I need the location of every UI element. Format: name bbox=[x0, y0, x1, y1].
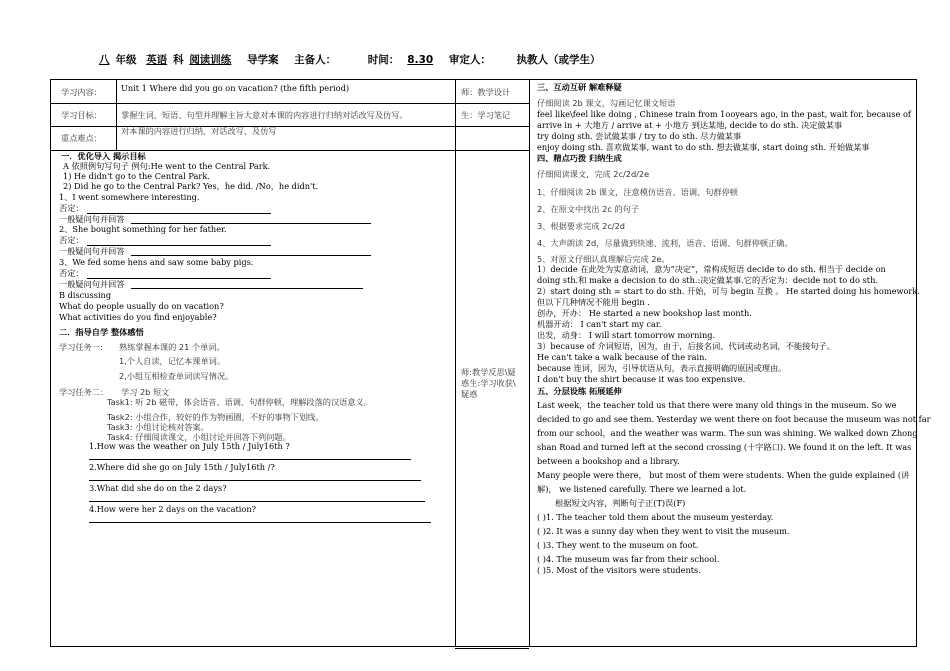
s1-line: 2) Did he go to the Central Park? Yes，he did. /No，he didn't. bbox=[63, 181, 319, 191]
s1-line: What do people usually do on vacation? bbox=[59, 301, 224, 311]
s4-note: 创办，开办： He started a new bookshop last month. bbox=[537, 308, 752, 318]
s4-step: 5、对原文仔细认真理解后完成 2e。 bbox=[537, 254, 670, 264]
s1-line: 一般疑问句并回答 bbox=[59, 246, 125, 256]
passage-line: decided to go and see them. Yesterday we went there on foot because the museum was not far bbox=[537, 414, 931, 424]
content-label: 学习内容： bbox=[61, 87, 102, 97]
s4-intro: 仔细阅读课文，完成 2c/2d/2e bbox=[537, 169, 650, 179]
s4-step: 3、根据要求完成 2c/2d bbox=[537, 221, 625, 231]
task1-label: 学习任务一: bbox=[59, 342, 103, 352]
type-label: 导学案 bbox=[246, 54, 279, 66]
section-4-title: 四、精点巧拨 归纳生成 bbox=[537, 153, 622, 163]
tf-item: ( )2. It was a sunny day when they went to visit the museum. bbox=[537, 526, 790, 536]
question: 3.What did she do on the 2 days? bbox=[89, 483, 227, 493]
passage-line: Last week，the teacher told us that there were many old things in the museum. So we bbox=[537, 400, 897, 410]
s1-line: 3、We fed some hens and saw some baby pigs. bbox=[59, 257, 254, 267]
tf-item: ( )4. The museum was far from their school. bbox=[537, 554, 720, 564]
passage-line: Many people were there， but most of them were students. When the guide explained (讲 bbox=[537, 470, 910, 480]
s4-step: 2、在原文中找出 2c 的句子 bbox=[537, 204, 640, 214]
question: 4.How were her 2 days on the vacation? bbox=[89, 504, 256, 514]
reflect-line-1: 师:教学反思\疑 bbox=[461, 367, 516, 377]
subject-label: 科 bbox=[173, 54, 184, 66]
s1-line: 一般疑问句并回答 bbox=[59, 279, 125, 289]
goal-value: 掌握生词、短语、句型并理解主旨大意对本课的内容进行归纳对话改写及仿写。 bbox=[121, 110, 408, 120]
teacher-design: 师：教学设计 bbox=[461, 87, 511, 97]
s1-line: 一般疑问句并回答 bbox=[59, 214, 125, 224]
key-value: 对本课的内容进行归纳、对话改写、及仿写 bbox=[121, 126, 277, 136]
passage-line: 解)， we listened carefully. There we learned a lot. bbox=[537, 484, 747, 494]
s1-line: What activities do you find enjoyable? bbox=[59, 312, 217, 322]
task2-label: 学习任务二： bbox=[59, 387, 109, 397]
s3-intro: 仔细阅读 2b 课文，勾画记忆课文短语 bbox=[537, 98, 676, 108]
tf-item: ( )1. The teacher told them about the museum yesterday. bbox=[537, 512, 774, 522]
s4-note: 出发，动身： I will start tomorrow morning. bbox=[537, 330, 716, 340]
reflect-line-2: 惑生:学习收获\ bbox=[461, 378, 516, 388]
s1-line: 否定： bbox=[59, 235, 84, 245]
task1-line: 熟练掌握本课的 21 个单词。 bbox=[119, 342, 225, 352]
s4-note: 但以下几种情况不能用 begin . bbox=[537, 297, 650, 307]
section-3-title: 三、互动互研 解难释疑 bbox=[537, 82, 622, 92]
s4-step: 1、仔细阅读 2b 课文，注意模仿语音、语调、句群停顿 bbox=[537, 187, 738, 197]
task2-line: Task1: 听 2b 磁带，体会语音、语调、句群停顿，理解段落的汉语意义。 bbox=[107, 397, 372, 407]
time-value: 8.30 bbox=[407, 54, 434, 66]
s3-line: feel like\feel like doing , Chinese train from 1ooyears ago, in the past, wait for, because of bbox=[537, 109, 911, 119]
s4-step: 4、大声朗读 2d，尽量做到快速、流利，语音、语调、句群停顿正确。 bbox=[537, 238, 793, 248]
s3-line: try doing sth. 尝试做某事 / try to do sth. 尽力做某事 bbox=[537, 131, 742, 141]
goal-label: 学习目标： bbox=[61, 110, 102, 120]
s4-note: He can't take a walk because of the rain. bbox=[537, 352, 707, 362]
passage-line: shan Road and turned left at the second crossing (十字路口). We found it on the left. It was bbox=[537, 442, 912, 452]
time-label: 时间： bbox=[367, 54, 400, 66]
s4-note: doing sth.和 make a decision to do sth.:决定做某事.它的否定为：decide not to do sth. bbox=[537, 275, 878, 285]
task2-title: 学习 2b 短文 bbox=[121, 387, 170, 397]
s3-line: arrive in + 大地方 / arrive at + 小地方 到达某地, decide to do sth. 决定做某事 bbox=[537, 120, 843, 130]
section-2-title: 二．指导自学 整体感悟 bbox=[59, 327, 144, 337]
subject-value: 英语 bbox=[146, 54, 168, 66]
task1-line: 1,个人自读，记忆本课单词。 bbox=[119, 356, 226, 366]
question: 2.Where did she go on July 15th / July16th /? bbox=[89, 462, 275, 472]
tf-item: ( )5. Most of the visitors were students. bbox=[537, 565, 701, 575]
tf-item: ( )3. They went to the museum on foot. bbox=[537, 540, 699, 550]
grade-label: 年级 bbox=[115, 54, 137, 66]
grade-value: 八 bbox=[99, 54, 110, 66]
topic-value: 阅读训练 bbox=[189, 54, 232, 66]
tf-intro: 根据短文内容，判断句子正(T)误(F) bbox=[555, 498, 686, 508]
document-header bbox=[0, 52, 950, 67]
s1-line: 2、She bought something for her father. bbox=[59, 224, 227, 234]
worksheet-table bbox=[50, 79, 931, 647]
task1-line: 2,小组互相检查单词读写情况。 bbox=[119, 371, 234, 381]
s4-note: I don't buy the shirt because it was too expensive. bbox=[537, 374, 746, 384]
s3-line: enjoy doing sth. 喜欢做某事, want to do sth. 想去做某事, start doing sth. 开始做某事 bbox=[537, 142, 870, 152]
section-1-title: 一．优化导入 揭示目标 bbox=[61, 151, 146, 161]
key-label: 重点难点： bbox=[61, 133, 102, 143]
student-notes: 生：学习笔记 bbox=[461, 110, 511, 120]
s4-note: 机器开动： I can't start my car. bbox=[537, 319, 662, 329]
content-value: Unit 1 Where did you go on vacation? (the fifth period) bbox=[121, 83, 350, 93]
task2-line: Task4: 仔细阅读课文，小组讨论并回答下列问题。 bbox=[107, 432, 291, 442]
passage-line: between a bookshop and a library. bbox=[537, 456, 680, 466]
passage-line: from our school，and the weather was warm. The sun was shining. We walked down Zhong bbox=[537, 428, 918, 438]
s1-line: A 依照例句写句子 例句:He went to the Central Park. bbox=[63, 161, 271, 171]
section-5-title: 五、分层设练 拓展延伸 bbox=[537, 386, 622, 396]
s1-line: B discussing bbox=[59, 290, 112, 300]
reflect-line-3: 疑惑 bbox=[461, 389, 478, 399]
s1-line: 否定： bbox=[59, 268, 84, 278]
teacher-label: 执教人（或学生） bbox=[516, 54, 601, 66]
s1-line: 否定： bbox=[59, 203, 84, 213]
question: 1.How was the weather on July 15th / July16th ? bbox=[89, 441, 290, 451]
task2-line: Task2: 小组合作，较好的作为物画圈，不好的事物下划线。 bbox=[107, 412, 324, 422]
s4-note: 3）because of 介词短语，因为，由于，后接名词、代词或动名词，不能接句子。 bbox=[537, 341, 835, 351]
s4-note: because 连词，因为，引导状语从句，表示直接明确的原因或理由。 bbox=[537, 363, 787, 373]
s4-note: 1）decide 在此处为实意动词，意为“决定”，常构成短语 decide to do sth. 相当于 decide on bbox=[537, 264, 886, 274]
s1-line: 1、I went somewhere interesting. bbox=[59, 192, 200, 202]
reviewer-label: 审定人： bbox=[448, 54, 491, 66]
preparer-label: 主备人： bbox=[294, 54, 337, 66]
s4-note: 2）start doing sth = start to do sth. 开始，可与 begin 互换 。 He started doing his homework. bbox=[537, 286, 920, 296]
s1-line: 1) He didn't go to the Central Park. bbox=[63, 171, 210, 181]
task2-line: Task3: 小组讨论核对答案。 bbox=[107, 422, 209, 432]
